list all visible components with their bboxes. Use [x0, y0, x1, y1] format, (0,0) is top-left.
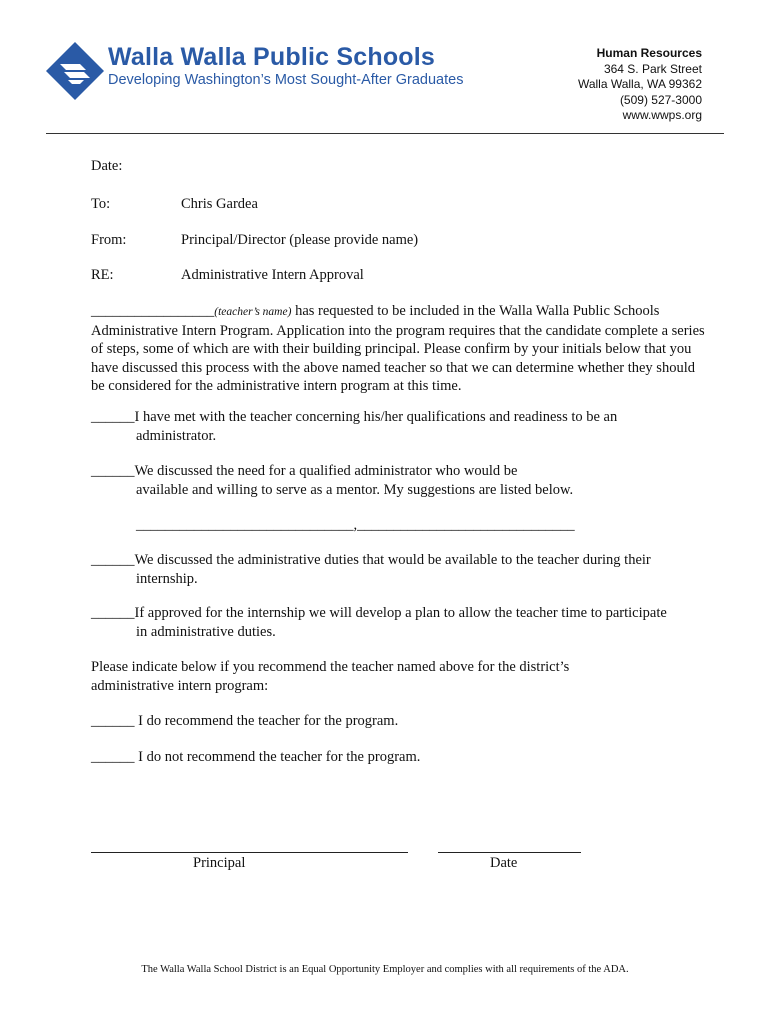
checklist-item-plan — [91, 604, 706, 641]
principal-signature-line[interactable] — [91, 852, 408, 853]
mentor-suggestions-line[interactable]: ______________________________,______________________________ — [136, 517, 575, 533]
signature-date-label: Date — [490, 855, 518, 871]
recommend-prompt: Please indicate below if you recommend the teacher named above for the district’s administrative intern program: — [91, 659, 570, 694]
to-label: To: — [91, 196, 111, 212]
re-label: RE: — [91, 267, 114, 283]
footer-ada-statement: The Walla Walla School District is an Equal Opportunity Employer and complies with all requirements of the ADA. — [141, 964, 629, 975]
to-value: Chris Gardea — [181, 196, 258, 212]
initials-blank[interactable]: ______ — [91, 409, 135, 425]
date-signature-line[interactable] — [438, 852, 581, 853]
item-text-continued: administrator. — [136, 427, 217, 444]
principal-label: Principal — [193, 855, 246, 871]
checklist-item-mentor — [91, 462, 706, 499]
intro-line-1: has requested to be included in the Walla Walla Public Schools — [291, 303, 660, 319]
intro-paragraph — [91, 302, 706, 396]
item-text: We discussed the administrative duties that would be available to the teacher during their — [134, 552, 651, 568]
item-text: I have met with the teacher concerning his/her qualifications and readiness to be an — [134, 409, 618, 425]
street-address: 364 S. Park Street — [603, 61, 702, 76]
initials-blank[interactable]: ______ — [91, 552, 135, 568]
phone-number: (509) 527-3000 — [619, 92, 702, 107]
from-label: From: — [91, 232, 127, 248]
department-name: Human Resources — [596, 46, 702, 60]
contact-block — [578, 46, 702, 124]
item-text: We discussed the need for a qualified administrator who would be — [134, 463, 518, 479]
intro-rest: Administrative Intern Program. Application into the program requires that the candidate complete a series of steps, some of which are with their building principal. Please confirm by your initials below that you have discussed this process with the above named teacher so that we can determine whether they should be considered for the administrative intern program at this time. — [91, 322, 705, 394]
school-district-diamond-logo-icon — [46, 42, 104, 100]
header-divider — [46, 133, 724, 134]
from-value: Principal/Director (please provide name) — [181, 232, 419, 248]
city-state-zip: Walla Walla, WA 99362 — [577, 77, 702, 91]
checklist-item-qualifications — [91, 408, 706, 445]
item-text: If approved for the internship we will develop a plan to allow the teacher time to participate — [134, 605, 667, 621]
teacher-name-placeholder: (teacher’s name) — [214, 306, 292, 318]
initials-blank[interactable]: ______ — [91, 463, 135, 479]
item-text-continued: available and willing to serve as a mentor. My suggestions are listed below. — [136, 481, 574, 498]
initials-blank[interactable]: ______ — [91, 605, 135, 621]
item-text-continued: internship. — [136, 570, 198, 587]
re-value: Administrative Intern Approval — [181, 267, 364, 283]
item-text-continued: in administrative duties. — [136, 623, 276, 640]
recommend-no-line[interactable]: ______ I do not recommend the teacher for the program. — [91, 749, 421, 765]
teacher-name-blank[interactable]: _________________ — [91, 303, 215, 319]
recommend-yes-line[interactable]: ______ I do recommend the teacher for the program. — [91, 713, 399, 729]
organization-name: Walla Walla Public Schools — [108, 43, 436, 71]
checklist-item-duties — [91, 551, 706, 588]
date-label: Date: — [91, 158, 123, 174]
website: www.wwps.org — [622, 108, 702, 122]
organization-tagline: Developing Washington’s Most Sought-After Graduates — [108, 72, 464, 88]
